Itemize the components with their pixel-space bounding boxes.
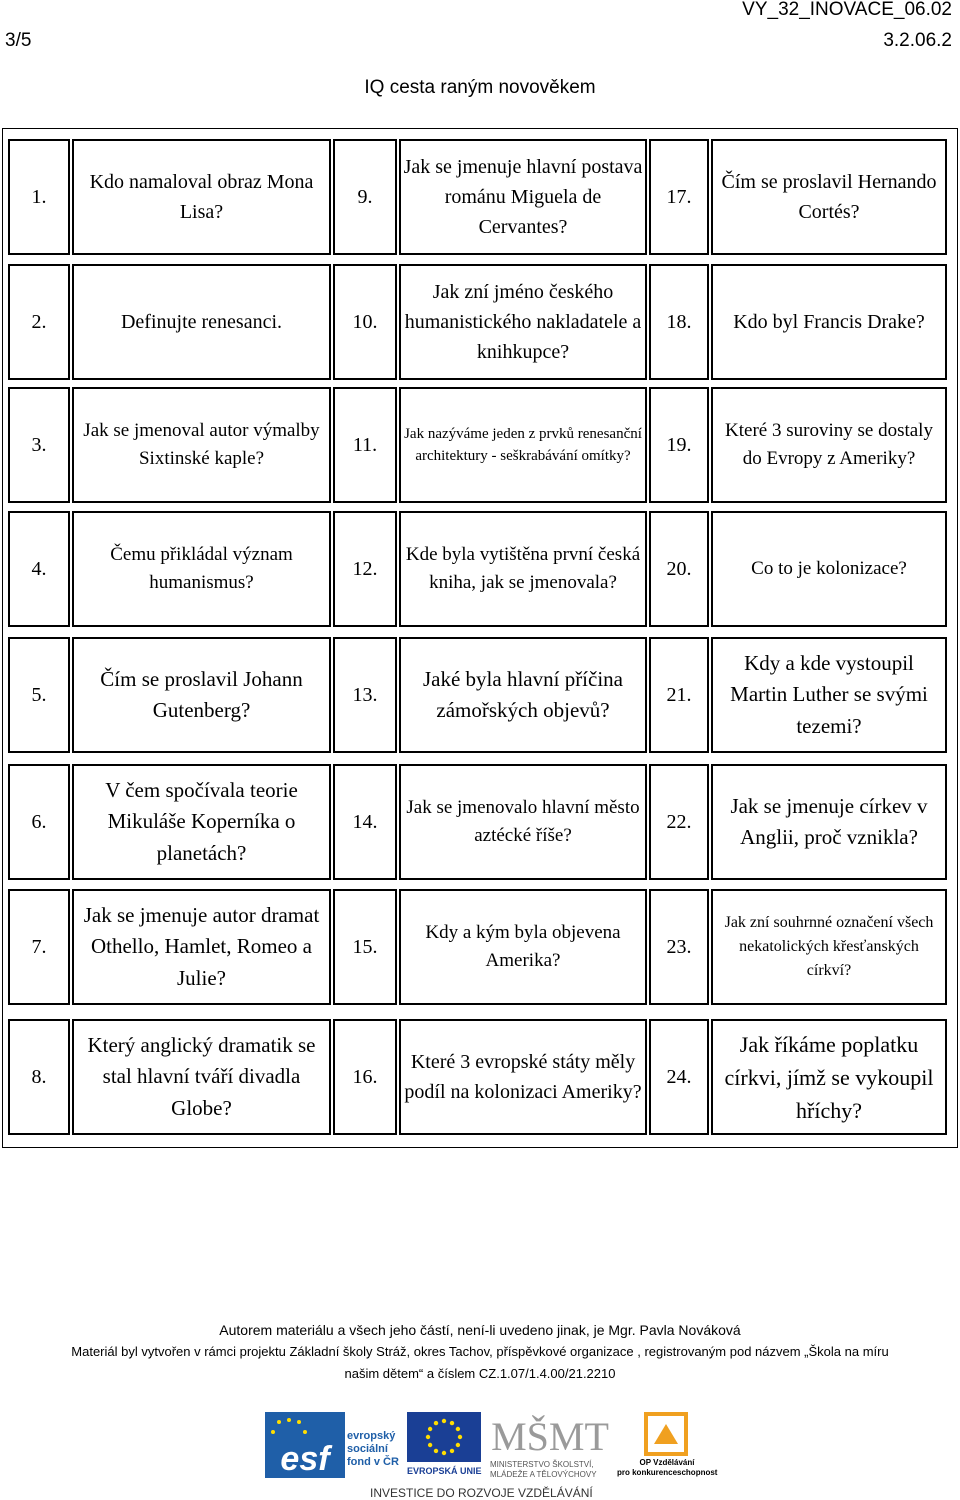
svg-text:MŠMT: MŠMT xyxy=(491,1414,609,1459)
esf-text-line-3: fond v ČR xyxy=(347,1456,399,1468)
question-text: Definujte renesanci. xyxy=(72,264,331,380)
msmt-caption-line-2: MLÁDEŽE A TĚLOVÝCHOVY xyxy=(490,1470,597,1479)
question-number: 3. xyxy=(8,387,70,503)
eu-star-icon xyxy=(450,1421,454,1425)
eu-star-icon xyxy=(428,1443,432,1447)
msmt-caption-line-1: MINISTERSTVO ŠKOLSTVÍ, xyxy=(490,1460,594,1469)
question-number: 19. xyxy=(649,387,709,503)
msmt-logo xyxy=(490,1408,610,1482)
question-number: 10. xyxy=(333,264,397,380)
eu-star-icon xyxy=(434,1421,438,1425)
question-text: Které 3 suroviny se dostaly do Evropy z Ameriky? xyxy=(711,387,947,503)
question-text: V čem spočívala teorie Mikuláše Koperníka o planetách? xyxy=(72,764,331,880)
question-number: 16. xyxy=(333,1019,397,1135)
question-number: 24. xyxy=(649,1019,709,1135)
question-number: 12. xyxy=(333,511,397,627)
eu-star-icon xyxy=(428,1427,432,1431)
question-text: Jak se jmenuje hlavní postava románu Miguela de Cervantes? xyxy=(399,139,647,255)
esf-text-line-1: evropský xyxy=(347,1430,396,1442)
eu-flag-icon xyxy=(407,1412,481,1462)
question-text: Jak zní jméno českého humanistického nakladatele a knihkupce? xyxy=(399,264,647,380)
question-text: Kdo namaloval obraz Mona Lisa? xyxy=(72,139,331,255)
question-number: 6. xyxy=(8,764,70,880)
eu-star-icon xyxy=(456,1443,460,1447)
question-number: 22. xyxy=(649,764,709,880)
op-caption-line-1: OP Vzdělávání xyxy=(639,1458,695,1467)
question-number: 1. xyxy=(8,139,70,255)
question-text: Čím se proslavil Johann Gutenberg? xyxy=(72,637,331,753)
question-number: 11. xyxy=(333,387,397,503)
project-note-line-2: našim dětem“ a číslem CZ.1.07/1.4.00/21.2210 xyxy=(344,1366,616,1381)
question-text: Jak se jmenoval autor výmalby Sixtinské kaple? xyxy=(72,387,331,503)
tagline: INVESTICE DO ROZVOJE VZDĚLÁVÁNÍ xyxy=(370,1486,593,1500)
question-number: 15. xyxy=(333,889,397,1005)
question-text: Kdy a kde vystoupil Martin Luther se svými tezemi? xyxy=(711,637,947,753)
eu-star-icon xyxy=(458,1435,462,1439)
question-text: Který anglický dramatik se stal hlavní tváří divadla Globe? xyxy=(72,1019,331,1135)
page-title: IQ cesta raným novověkem xyxy=(364,77,596,98)
question-number: 4. xyxy=(8,511,70,627)
author-note: Autorem materiálu a všech jeho částí, není-li uvedeno jinak, je Mgr. Pavla Nováková xyxy=(219,1322,741,1338)
funding-logos xyxy=(265,1408,725,1499)
eu-star-icon xyxy=(456,1427,460,1431)
question-text: Jak nazýváme jeden z prvků renesanční architektury - seškrabávání omítky? xyxy=(399,387,647,503)
project-note-line-1: Materiál byl vytvořen v rámci projektu Základní školy Stráž, okres Tachov, příspěvkové organizace , registrovaným pod názvem „Škola na míru xyxy=(71,1344,889,1359)
document-number: 3.2.06.2 xyxy=(883,30,952,51)
question-text: Kdy a kým byla objevena Amerika? xyxy=(399,889,647,1005)
question-number: 18. xyxy=(649,264,709,380)
question-text: Kde byla vytištěna první česká kniha, jak se jmenovala? xyxy=(399,511,647,627)
question-number: 17. xyxy=(649,139,709,255)
question-text: Jaké byla hlavní příčina zámořských objevů? xyxy=(399,637,647,753)
question-number: 9. xyxy=(333,139,397,255)
question-number: 5. xyxy=(8,637,70,753)
quiz-table xyxy=(2,128,958,1148)
esf-flag-icon xyxy=(265,1412,345,1478)
question-number: 14. xyxy=(333,764,397,880)
page-number: 3/5 xyxy=(5,30,32,51)
eu-logo xyxy=(407,1412,485,1482)
question-number: 23. xyxy=(649,889,709,1005)
question-text: Jak se jmenuje církev v Anglii, proč vznikla? xyxy=(711,764,947,880)
svg-text:esf: esf xyxy=(280,1440,330,1478)
question-text: Čemu přikládal význam humanismus? xyxy=(72,511,331,627)
question-text: Kdo byl Francis Drake? xyxy=(711,264,947,380)
op-logo xyxy=(617,1410,717,1484)
question-number: 7. xyxy=(8,889,70,1005)
eu-caption: EVROPSKÁ UNIE xyxy=(407,1466,482,1476)
esf-logo xyxy=(265,1412,405,1482)
question-text: Co to je kolonizace? xyxy=(711,511,947,627)
question-number: 8. xyxy=(8,1019,70,1135)
question-text: Jak zní souhrnné označení všech nekatolických křesťanských církví? xyxy=(711,889,947,1005)
esf-text-line-2: sociální xyxy=(347,1443,388,1455)
eu-star-icon xyxy=(434,1449,438,1453)
question-number: 20. xyxy=(649,511,709,627)
msmt-monogram-icon xyxy=(491,1408,609,1460)
eu-star-icon xyxy=(450,1449,454,1453)
question-text: Čím se proslavil Hernando Cortés? xyxy=(711,139,947,255)
question-text: Jak se jmenovalo hlavní město aztécké říše? xyxy=(399,764,647,880)
question-number: 2. xyxy=(8,264,70,380)
op-emblem-icon xyxy=(642,1410,692,1456)
eu-star-icon xyxy=(442,1419,446,1423)
op-caption-line-2: pro konkurenceschopnost xyxy=(617,1468,718,1477)
document-code: VY_32_INOVACE_06.02 xyxy=(742,0,952,20)
question-text: Jak říkáme poplatku církvi, jímž se vykoupil hříchy? xyxy=(711,1019,947,1135)
eu-star-icon xyxy=(442,1451,446,1455)
question-text: Jak se jmenuje autor dramat Othello, Hamlet, Romeo a Julie? xyxy=(72,889,331,1005)
question-number: 21. xyxy=(649,637,709,753)
eu-star-icon xyxy=(426,1435,430,1439)
question-number: 13. xyxy=(333,637,397,753)
question-text: Které 3 evropské státy měly podíl na kolonizaci Ameriky? xyxy=(399,1019,647,1135)
